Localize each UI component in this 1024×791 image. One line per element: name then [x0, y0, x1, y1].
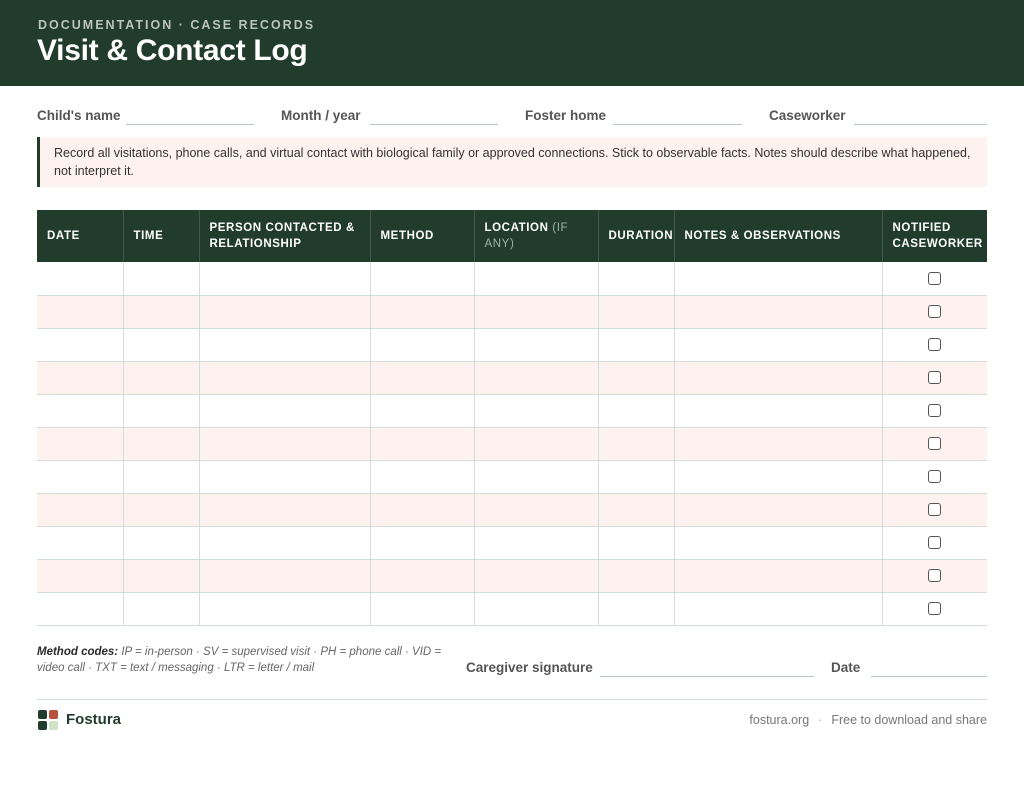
table-row: [37, 295, 987, 328]
column-header-date: DATE: [37, 210, 123, 262]
child-name-label: Child's name: [37, 108, 121, 123]
table-row: [37, 427, 987, 460]
date-cell[interactable]: [37, 295, 123, 328]
duration-cell[interactable]: [598, 295, 674, 328]
logo-square-bl: [38, 721, 47, 730]
brand-name: Fostura: [66, 711, 122, 728]
time-cell[interactable]: [123, 427, 199, 460]
person-cell[interactable]: [199, 493, 370, 526]
date-cell[interactable]: [37, 262, 123, 295]
time-cell[interactable]: [123, 394, 199, 427]
fostura-logo-icon: [38, 710, 58, 730]
location-cell[interactable]: [474, 262, 598, 295]
foster-home-label: Foster home: [525, 108, 607, 123]
notes-cell[interactable]: [674, 493, 882, 526]
location-cell[interactable]: [474, 493, 598, 526]
notified-cell: [882, 427, 987, 460]
foster-home-field[interactable]: [613, 124, 742, 125]
method-cell[interactable]: [370, 394, 474, 427]
page-header: [0, 0, 1024, 86]
notified-checkbox[interactable]: [928, 536, 941, 549]
duration-cell[interactable]: [598, 526, 674, 559]
person-cell[interactable]: [199, 328, 370, 361]
table-row: [37, 493, 987, 526]
duration-cell[interactable]: [598, 394, 674, 427]
date-cell[interactable]: [37, 427, 123, 460]
duration-cell[interactable]: [598, 262, 674, 295]
contact-log-table: [37, 210, 987, 626]
table-row: [37, 592, 987, 625]
location-cell[interactable]: [474, 394, 598, 427]
person-cell[interactable]: [199, 559, 370, 592]
method-cell[interactable]: [370, 262, 474, 295]
column-header-duration: DURATION: [598, 210, 674, 262]
table-row: [37, 559, 987, 592]
column-header-location: [474, 210, 598, 262]
notified-checkbox[interactable]: [928, 338, 941, 351]
person-cell[interactable]: [199, 526, 370, 559]
date-cell[interactable]: [37, 559, 123, 592]
signature-date-label: Date: [831, 660, 861, 675]
notes-cell[interactable]: [674, 328, 882, 361]
table-row: [37, 262, 987, 295]
logo-square-br: [49, 721, 58, 730]
location-header-text: LOCATION: [484, 222, 549, 234]
footer-tagline: Free to download and share: [831, 713, 987, 727]
date-cell[interactable]: [37, 592, 123, 625]
time-cell[interactable]: [123, 559, 199, 592]
notified-cell: [882, 526, 987, 559]
date-cell[interactable]: [37, 394, 123, 427]
site-link[interactable]: fostura.org: [749, 713, 810, 727]
duration-cell[interactable]: [598, 493, 674, 526]
table-row: [37, 328, 987, 361]
table-row: [37, 460, 987, 493]
date-cell[interactable]: [37, 493, 123, 526]
method-cell[interactable]: [370, 361, 474, 394]
location-cell[interactable]: [474, 361, 598, 394]
time-cell[interactable]: [123, 295, 199, 328]
notified-cell: [882, 361, 987, 394]
person-cell[interactable]: [199, 592, 370, 625]
notified-cell: [882, 328, 987, 361]
duration-cell[interactable]: [598, 559, 674, 592]
method-cell[interactable]: [370, 559, 474, 592]
person-cell[interactable]: [199, 262, 370, 295]
method-cell[interactable]: [370, 493, 474, 526]
notes-cell[interactable]: [674, 295, 882, 328]
method-cell[interactable]: [370, 295, 474, 328]
notes-cell[interactable]: [674, 427, 882, 460]
duration-cell[interactable]: [598, 328, 674, 361]
header-eyebrow: DOCUMENTATION · CASE RECORDS: [38, 18, 316, 32]
date-cell[interactable]: [37, 361, 123, 394]
caregiver-signature-field[interactable]: [600, 676, 814, 677]
notes-cell[interactable]: [674, 361, 882, 394]
time-cell[interactable]: [123, 328, 199, 361]
notified-cell: [882, 394, 987, 427]
column-header-notified: NOTIFIED CASEWORKER: [882, 210, 987, 262]
table-body: [37, 262, 987, 625]
notified-cell: [882, 493, 987, 526]
column-header-person: PERSON CONTACTED & RELATIONSHIP: [199, 210, 370, 262]
location-cell[interactable]: [474, 427, 598, 460]
person-cell[interactable]: [199, 394, 370, 427]
record-fields: [37, 104, 987, 128]
instructions-note: Record all visitations, phone calls, and virtual contact with biological family or approved connections. Stick to observable facts. Notes should describe what happened, not interpret it.: [37, 137, 987, 187]
notified-checkbox[interactable]: [928, 272, 941, 285]
method-codes-text: IP = in-person · SV = supervised visit · PH = phone call · VID = video call · TXT = text / messaging · LTR = letter / mail: [37, 646, 442, 674]
time-cell[interactable]: [123, 460, 199, 493]
duration-cell[interactable]: [598, 427, 674, 460]
notified-cell: [882, 592, 987, 625]
table-row: [37, 361, 987, 394]
person-cell[interactable]: [199, 361, 370, 394]
location-cell[interactable]: [474, 559, 598, 592]
logo-square-tr: [49, 710, 58, 719]
notified-checkbox[interactable]: [928, 569, 941, 582]
notified-checkbox[interactable]: [928, 437, 941, 450]
location-cell[interactable]: [474, 526, 598, 559]
caseworker-field[interactable]: [854, 124, 987, 125]
duration-cell[interactable]: [598, 460, 674, 493]
month-year-field[interactable]: [370, 124, 498, 125]
footer-divider: [37, 699, 987, 700]
column-header-time: TIME: [123, 210, 199, 262]
date-cell[interactable]: [37, 526, 123, 559]
notified-checkbox[interactable]: [928, 470, 941, 483]
notified-checkbox[interactable]: [928, 602, 941, 615]
time-cell[interactable]: [123, 592, 199, 625]
time-cell[interactable]: [123, 526, 199, 559]
notified-cell: [882, 262, 987, 295]
column-header-notes: NOTES & OBSERVATIONS: [674, 210, 882, 262]
notified-checkbox[interactable]: [928, 404, 941, 417]
date-cell[interactable]: [37, 460, 123, 493]
time-cell[interactable]: [123, 493, 199, 526]
person-cell[interactable]: [199, 295, 370, 328]
location-cell[interactable]: [474, 460, 598, 493]
notes-cell[interactable]: [674, 262, 882, 295]
duration-cell[interactable]: [598, 592, 674, 625]
method-cell[interactable]: [370, 526, 474, 559]
location-header-suffix: (IF ANY): [484, 222, 569, 250]
notified-cell: [882, 460, 987, 493]
date-cell[interactable]: [37, 328, 123, 361]
notified-checkbox[interactable]: [928, 305, 941, 318]
signature-date-field[interactable]: [871, 676, 987, 677]
table-row: [37, 526, 987, 559]
method-cell[interactable]: [370, 328, 474, 361]
duration-cell[interactable]: [598, 361, 674, 394]
method-codes-label: Method codes:: [37, 646, 119, 658]
method-cell[interactable]: [370, 460, 474, 493]
logo-square-tl: [38, 710, 47, 719]
page-title: Visit & Contact Log: [37, 34, 308, 67]
child-name-field[interactable]: [126, 124, 254, 125]
table-header-row: [37, 210, 987, 262]
column-header-method: METHOD: [370, 210, 474, 262]
location-cell[interactable]: [474, 295, 598, 328]
table-row: [37, 394, 987, 427]
notes-cell[interactable]: [674, 592, 882, 625]
notified-cell: [882, 559, 987, 592]
separator-dot: ·: [818, 713, 823, 727]
method-cell[interactable]: [370, 592, 474, 625]
time-cell[interactable]: [123, 262, 199, 295]
location-cell[interactable]: [474, 328, 598, 361]
time-cell[interactable]: [123, 361, 199, 394]
notes-cell[interactable]: [674, 394, 882, 427]
notified-cell: [882, 295, 987, 328]
location-cell[interactable]: [474, 592, 598, 625]
notes-cell[interactable]: [674, 559, 882, 592]
notes-cell[interactable]: [674, 460, 882, 493]
notified-checkbox[interactable]: [928, 371, 941, 384]
person-cell[interactable]: [199, 460, 370, 493]
notes-cell[interactable]: [674, 526, 882, 559]
footer-links: [749, 713, 987, 727]
caregiver-signature-label: Caregiver signature: [466, 660, 593, 675]
caseworker-label: Caseworker: [769, 108, 846, 123]
notified-checkbox[interactable]: [928, 503, 941, 516]
method-codes: [37, 644, 457, 676]
method-cell[interactable]: [370, 427, 474, 460]
person-cell[interactable]: [199, 427, 370, 460]
month-year-label: Month / year: [281, 108, 361, 123]
